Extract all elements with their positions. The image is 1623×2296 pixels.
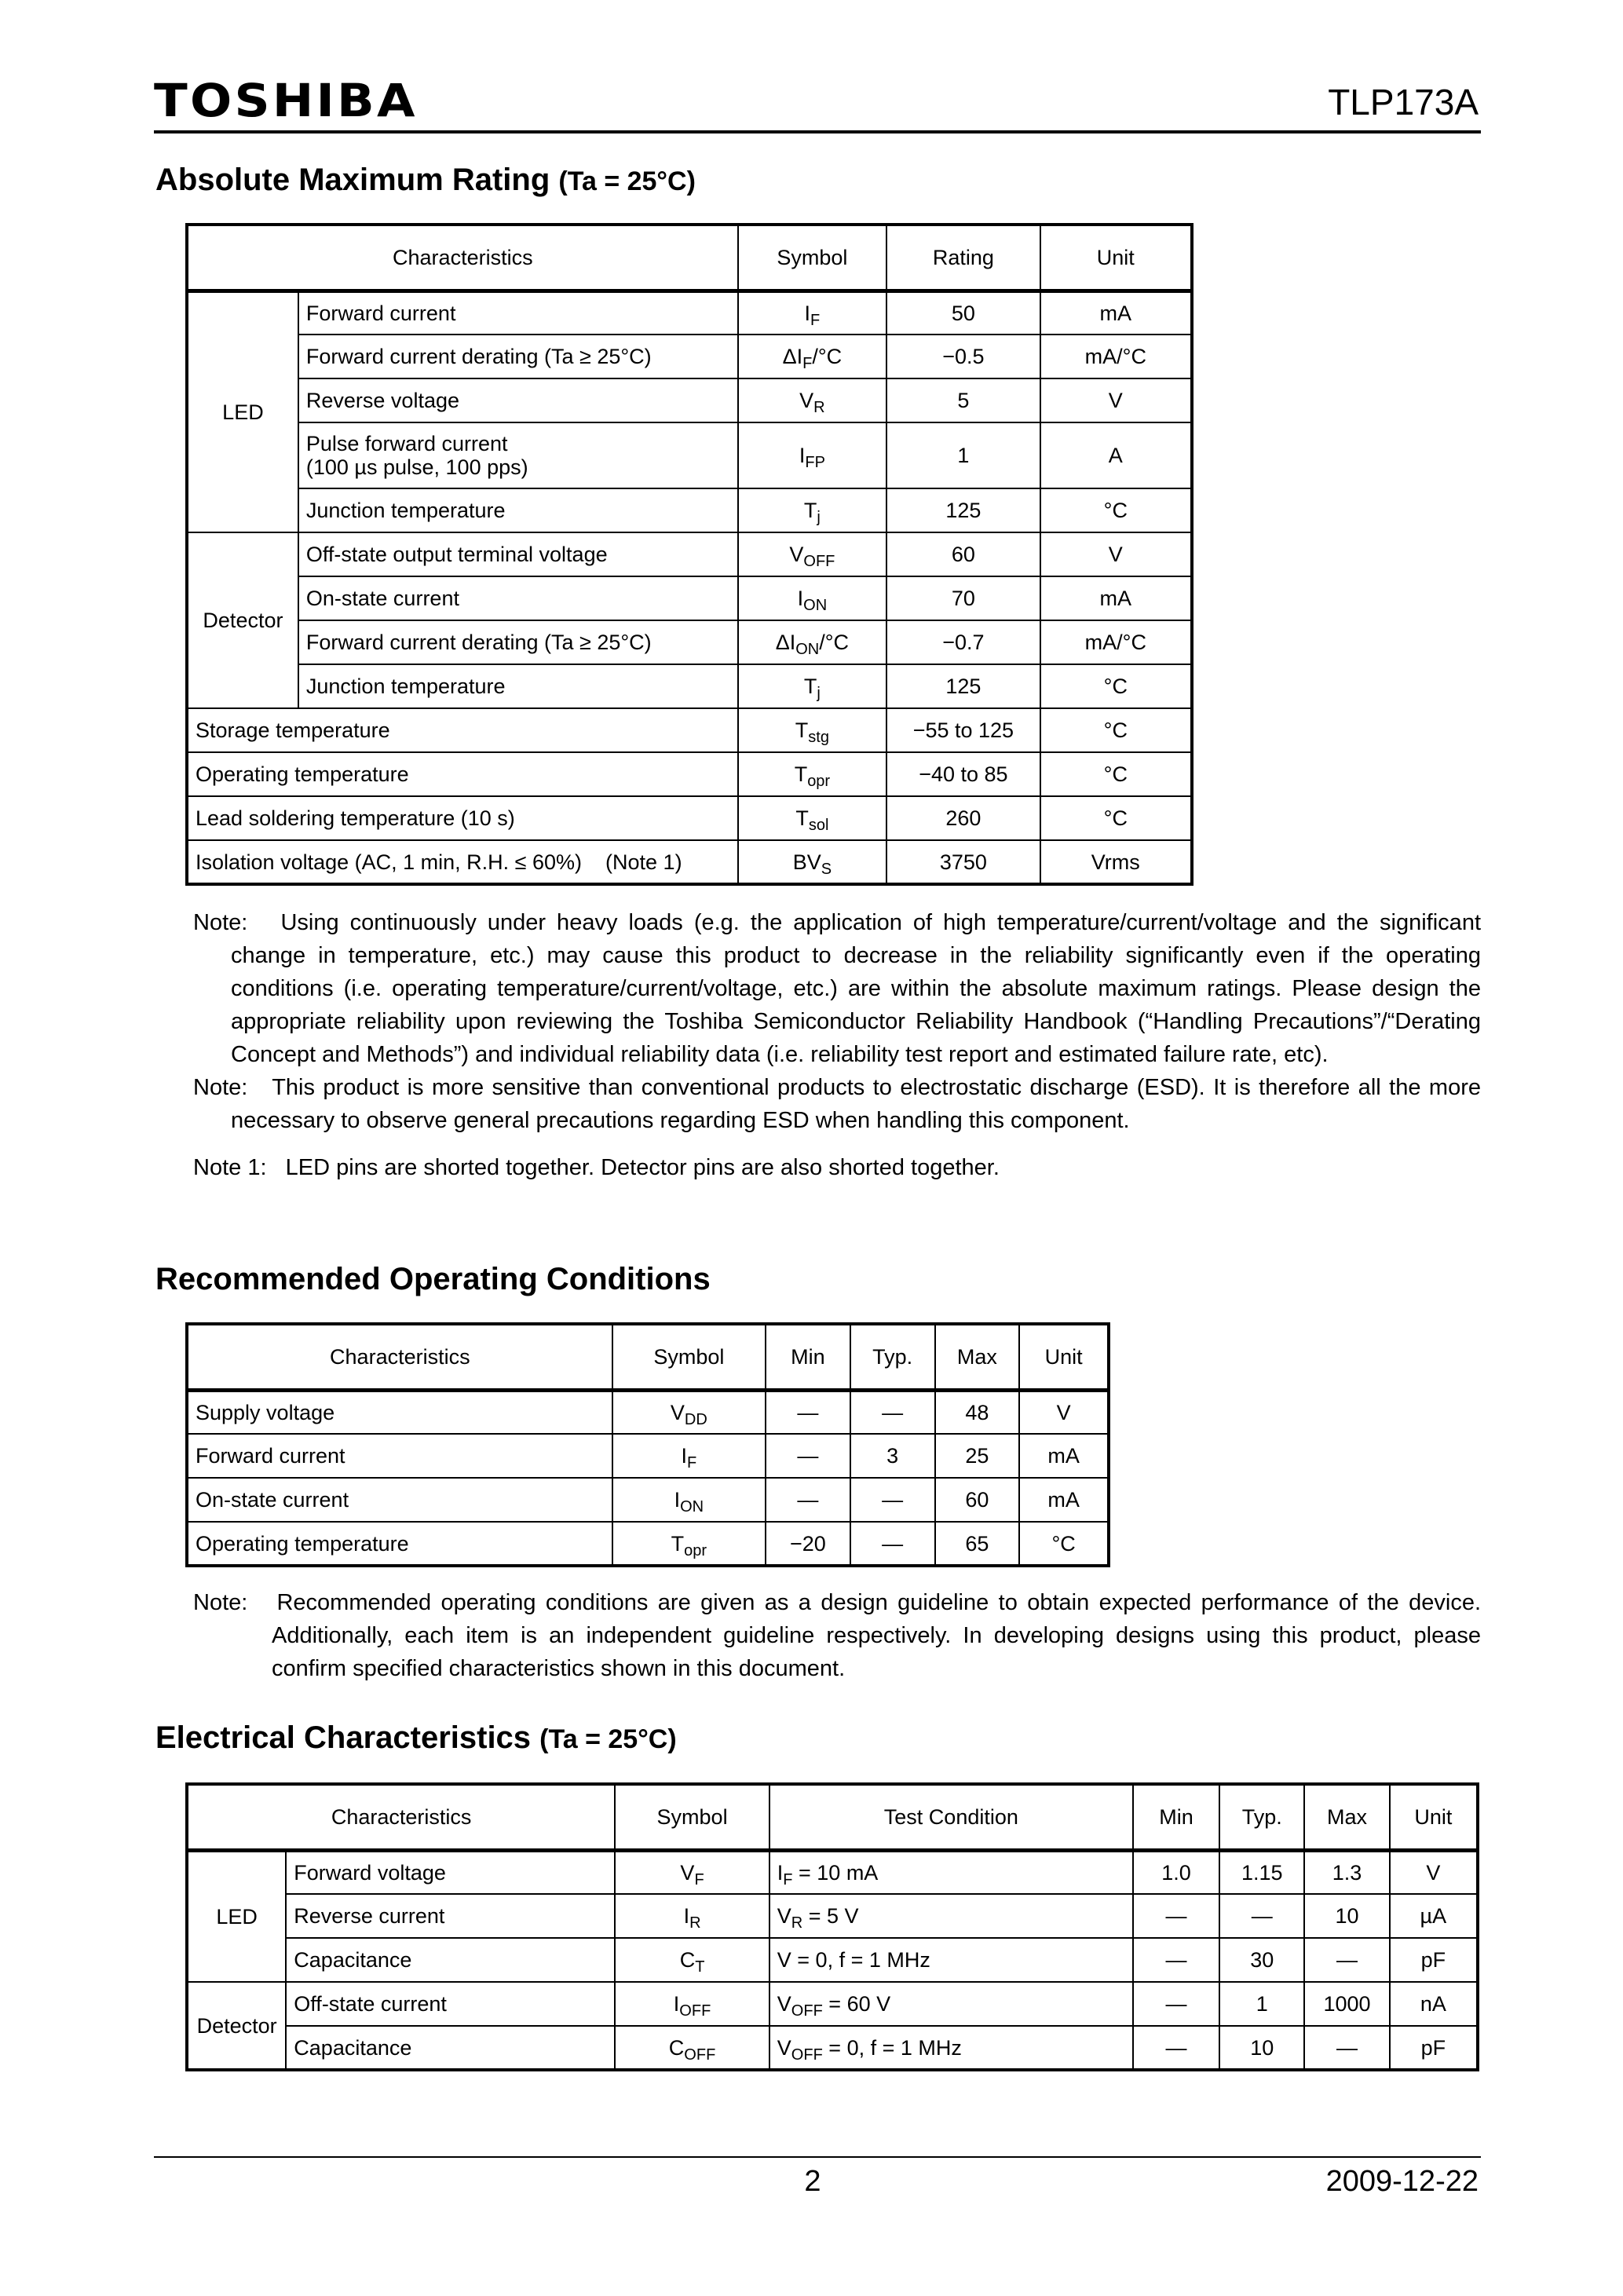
rating: 125 bbox=[886, 664, 1040, 708]
characteristic: Supply voltage bbox=[187, 1390, 612, 1434]
note-text: Using continuously under heavy loads (e.g. the application of high temperature/current/voltage and the significant change in temperature, etc.) may cause this product to decrease in the reliability significantly even if the operating conditions (i.e. operating temperature/current/voltage, etc.) are within the absolute maximum ratings. Please design the appropriate reliability upon reviewing the Toshiba Semiconductor Reliability Handbook (“Handling Precautions”/“Derating Concept and Methods”) and individual reliability data (i.e. reliability test report and estimated failure rate, etc). bbox=[231, 910, 1481, 1067]
symbol bbox=[612, 1434, 766, 1478]
symbol bbox=[615, 1982, 769, 2026]
rating: −0.5 bbox=[886, 335, 1040, 378]
table-row bbox=[187, 752, 1192, 796]
symbol-sub: FP bbox=[805, 454, 825, 471]
symbol bbox=[615, 1938, 769, 1982]
symbol-main: V bbox=[680, 1860, 695, 1885]
symbol-sub: T bbox=[695, 1958, 705, 1976]
amr-notes bbox=[193, 906, 1481, 1184]
table-row bbox=[187, 1522, 1109, 1566]
characteristic: Reverse voltage bbox=[298, 378, 738, 422]
characteristic: Off-state output terminal voltage bbox=[298, 532, 738, 576]
tc-rest: = 60 V bbox=[822, 1992, 891, 2016]
characteristic: Forward current bbox=[187, 1434, 612, 1478]
typ: 1 bbox=[1219, 1982, 1304, 2026]
symbol-main: V bbox=[799, 389, 814, 412]
characteristic: On-state current bbox=[298, 576, 738, 620]
rating: 125 bbox=[886, 488, 1040, 532]
test-condition bbox=[769, 1894, 1133, 1938]
typ: 1.15 bbox=[1219, 1850, 1304, 1894]
table-row bbox=[187, 1390, 1109, 1434]
table-row bbox=[187, 664, 1192, 708]
unit: °C bbox=[1019, 1522, 1109, 1566]
tc-main: V bbox=[777, 1904, 791, 1928]
note-text: This product is more sensitive than conventional products to electrostatic discharge (ESD). It is therefore all the more necessary to observe general precautions regarding ESD when handling this component. bbox=[231, 1075, 1481, 1133]
col-header: Characteristics bbox=[187, 1784, 615, 1850]
col-header: Min bbox=[1133, 1784, 1219, 1850]
max: 65 bbox=[935, 1522, 1020, 1566]
characteristic-text: Isolation voltage (AC, 1 min, R.H. ≤ 60%) bbox=[196, 850, 583, 874]
typ: — bbox=[850, 1478, 935, 1522]
symbol-sub: R bbox=[813, 399, 825, 416]
col-header: Unit bbox=[1390, 1784, 1478, 1850]
table-header-row bbox=[187, 225, 1192, 291]
characteristic: Lead soldering temperature (10 s) bbox=[187, 796, 738, 840]
min: −20 bbox=[766, 1522, 850, 1566]
col-header: Typ. bbox=[1219, 1784, 1304, 1850]
rating: 50 bbox=[886, 291, 1040, 335]
symbol bbox=[738, 422, 887, 488]
characteristic: Forward voltage bbox=[286, 1850, 615, 1894]
unit: °C bbox=[1040, 664, 1192, 708]
page-number: 2 bbox=[804, 2165, 821, 2198]
table-row bbox=[187, 335, 1192, 378]
amr-table bbox=[185, 223, 1193, 886]
col-header: Symbol bbox=[612, 1324, 766, 1390]
test-condition bbox=[769, 1982, 1133, 2026]
max: — bbox=[1304, 1938, 1389, 1982]
symbol-sub: DD bbox=[684, 1410, 707, 1428]
col-header: Unit bbox=[1019, 1324, 1109, 1390]
table-row bbox=[187, 796, 1192, 840]
symbol-main: V bbox=[670, 1400, 685, 1424]
symbol-main: C bbox=[668, 2035, 685, 2060]
rating: −55 to 125 bbox=[886, 708, 1040, 752]
header-rule bbox=[154, 130, 1481, 133]
unit: °C bbox=[1040, 708, 1192, 752]
col-header: Characteristics bbox=[187, 225, 738, 291]
note-ref: (Note 1) bbox=[605, 850, 682, 874]
symbol-sub: OFF bbox=[684, 2046, 716, 2064]
table-row bbox=[187, 576, 1192, 620]
tc-sub: OFF bbox=[791, 2002, 823, 2020]
amr-title-text: Absolute Maximum Rating bbox=[155, 163, 550, 197]
symbol-main: I bbox=[804, 301, 811, 325]
table-row bbox=[187, 1850, 1478, 1894]
characteristic: Off-state current bbox=[286, 1982, 615, 2026]
unit: mA bbox=[1019, 1478, 1109, 1522]
symbol-sub: R bbox=[689, 1914, 701, 1932]
col-header: Symbol bbox=[738, 225, 887, 291]
symbol bbox=[615, 1894, 769, 1938]
symbol bbox=[738, 576, 887, 620]
amr-condition: (Ta = 25°C) bbox=[558, 166, 696, 196]
brand-logo: TOSHIBA bbox=[154, 74, 418, 127]
col-header: Rating bbox=[886, 225, 1040, 291]
symbol-main: I bbox=[674, 1488, 681, 1512]
group-label-led: LED bbox=[187, 1850, 286, 1982]
table-row bbox=[187, 840, 1192, 884]
col-header: Max bbox=[935, 1324, 1020, 1390]
symbol-sub: j bbox=[817, 509, 821, 526]
ec-title bbox=[155, 1720, 677, 1757]
symbol-sub: ON bbox=[795, 641, 820, 658]
min: — bbox=[766, 1478, 850, 1522]
characteristic: Operating temperature bbox=[187, 752, 738, 796]
symbol-main: I bbox=[799, 444, 806, 467]
symbol-sub: j bbox=[817, 685, 821, 702]
unit: °C bbox=[1040, 752, 1192, 796]
tc-sub: R bbox=[791, 1914, 803, 1932]
symbol-main: T bbox=[795, 718, 809, 742]
unit: mA bbox=[1040, 291, 1192, 335]
table-row bbox=[187, 1478, 1109, 1522]
table-row bbox=[187, 291, 1192, 335]
max: 10 bbox=[1304, 1894, 1389, 1938]
symbol-main: T bbox=[803, 675, 817, 698]
min: — bbox=[1133, 1894, 1219, 1938]
test-condition bbox=[769, 1938, 1133, 1982]
col-header: Min bbox=[766, 1324, 850, 1390]
symbol bbox=[738, 488, 887, 532]
tc-rest: = 5 V bbox=[802, 1904, 859, 1928]
characteristic: Junction temperature bbox=[298, 664, 738, 708]
tc-sub: OFF bbox=[791, 2046, 823, 2064]
symbol-sub: OFF bbox=[803, 553, 835, 570]
ec-condition: (Ta = 25°C) bbox=[539, 1724, 677, 1754]
col-header: Unit bbox=[1040, 225, 1192, 291]
table-row bbox=[187, 532, 1192, 576]
characteristic: Capacitance bbox=[286, 2026, 615, 2070]
unit: V bbox=[1019, 1390, 1109, 1434]
unit: Vrms bbox=[1040, 840, 1192, 884]
characteristic: Storage temperature bbox=[187, 708, 738, 752]
note-label: Note: bbox=[193, 1590, 248, 1615]
document-date: 2009-12-22 bbox=[1325, 2165, 1479, 2198]
ec-table bbox=[185, 1782, 1479, 2071]
symbol bbox=[738, 335, 887, 378]
unit: mA/°C bbox=[1040, 335, 1192, 378]
unit: nA bbox=[1390, 1982, 1478, 2026]
roc-table bbox=[185, 1322, 1110, 1567]
characteristic-line: Pulse forward current bbox=[305, 432, 508, 455]
rating: 60 bbox=[886, 532, 1040, 576]
min: — bbox=[766, 1390, 850, 1434]
max: — bbox=[1304, 2026, 1389, 2070]
part-number: TLP173A bbox=[1328, 82, 1479, 122]
symbol-sub: F bbox=[687, 1454, 697, 1472]
symbol-main: ΔI bbox=[775, 631, 796, 654]
footer-rule bbox=[154, 2156, 1481, 2158]
table-row bbox=[187, 422, 1192, 488]
table-row bbox=[187, 1894, 1478, 1938]
symbol-sub: F bbox=[694, 1870, 704, 1888]
unit: µA bbox=[1390, 1894, 1478, 1938]
unit: °C bbox=[1040, 796, 1192, 840]
table-row bbox=[187, 1434, 1109, 1478]
note-paragraph bbox=[193, 906, 1481, 1071]
note-paragraph bbox=[193, 1151, 1481, 1184]
symbol bbox=[738, 708, 887, 752]
max: 1000 bbox=[1304, 1982, 1389, 2026]
rating: −40 to 85 bbox=[886, 752, 1040, 796]
unit: °C bbox=[1040, 488, 1192, 532]
symbol bbox=[615, 1850, 769, 1894]
unit: pF bbox=[1390, 1938, 1478, 1982]
symbol-main: T bbox=[803, 499, 817, 522]
unit: mA bbox=[1040, 576, 1192, 620]
typ: 3 bbox=[850, 1434, 935, 1478]
symbol-main: I bbox=[797, 587, 804, 610]
unit: V bbox=[1040, 532, 1192, 576]
characteristic: Junction temperature bbox=[298, 488, 738, 532]
symbol-suffix: /°C bbox=[819, 631, 850, 654]
symbol bbox=[738, 752, 887, 796]
max: 60 bbox=[935, 1478, 1020, 1522]
table-row bbox=[187, 488, 1192, 532]
rating: 70 bbox=[886, 576, 1040, 620]
symbol bbox=[738, 532, 887, 576]
symbol bbox=[738, 378, 887, 422]
symbol-main: C bbox=[679, 1948, 696, 1972]
unit: mA bbox=[1019, 1434, 1109, 1478]
symbol-main: T bbox=[671, 1531, 685, 1556]
note-text: Recommended operating conditions are given as a design guideline to obtain expected performance of the device. Additionally, each item is an independent guideline respectively. In developing designs using this product, please confirm specified characteristics shown in this document. bbox=[272, 1590, 1482, 1681]
unit: pF bbox=[1390, 2026, 1478, 2070]
symbol-sub: opr bbox=[807, 773, 831, 790]
note-label: Note: bbox=[193, 1075, 248, 1100]
tc-main: V = 0, f = 1 MHz bbox=[777, 1948, 930, 1972]
table-row bbox=[187, 1938, 1478, 1982]
note-paragraph bbox=[193, 1586, 1481, 1685]
symbol-main: V bbox=[789, 543, 804, 566]
min: — bbox=[1133, 2026, 1219, 2070]
symbol bbox=[738, 291, 887, 335]
min: — bbox=[766, 1434, 850, 1478]
roc-note bbox=[193, 1586, 1481, 1685]
symbol bbox=[738, 620, 887, 664]
symbol-sub: OFF bbox=[679, 2002, 711, 2020]
min: 1.0 bbox=[1133, 1850, 1219, 1894]
rating: −0.7 bbox=[886, 620, 1040, 664]
note-text: LED pins are shorted together. Detector pins are also shorted together. bbox=[285, 1155, 1000, 1180]
rating: 260 bbox=[886, 796, 1040, 840]
symbol-main: I bbox=[683, 1904, 690, 1928]
tc-main: V bbox=[777, 2035, 791, 2060]
col-header: Typ. bbox=[850, 1324, 935, 1390]
symbol bbox=[738, 664, 887, 708]
tc-main: I bbox=[777, 1860, 784, 1885]
characteristic: Forward current bbox=[298, 291, 738, 335]
typ: 10 bbox=[1219, 2026, 1304, 2070]
table-header-row bbox=[187, 1784, 1478, 1850]
rating: 3750 bbox=[886, 840, 1040, 884]
table-header-row bbox=[187, 1324, 1109, 1390]
symbol bbox=[612, 1478, 766, 1522]
characteristic-line-2: (100 µs pulse, 100 pps) bbox=[305, 455, 528, 479]
symbol-sub: sol bbox=[808, 817, 829, 834]
table-row bbox=[187, 1982, 1478, 2026]
symbol-main: I bbox=[681, 1444, 687, 1468]
symbol-main: T bbox=[794, 762, 808, 786]
symbol-main: T bbox=[795, 806, 809, 830]
tc-main: V bbox=[777, 1992, 791, 2016]
min: — bbox=[1133, 1938, 1219, 1982]
note-paragraph bbox=[193, 1071, 1481, 1137]
typ: — bbox=[1219, 1894, 1304, 1938]
note-label: Note 1: bbox=[193, 1155, 267, 1180]
ec-title-text: Electrical Characteristics bbox=[155, 1720, 532, 1755]
characteristic bbox=[187, 840, 738, 884]
max: 48 bbox=[935, 1390, 1020, 1434]
symbol-sub: opr bbox=[684, 1541, 707, 1559]
table-row bbox=[187, 708, 1192, 752]
characteristic: Capacitance bbox=[286, 1938, 615, 1982]
symbol-sub: stg bbox=[808, 729, 829, 746]
symbol-sub: F bbox=[810, 311, 821, 329]
symbol-main: ΔI bbox=[782, 345, 803, 368]
symbol-main: BV bbox=[792, 850, 821, 874]
characteristic: Operating temperature bbox=[187, 1522, 612, 1566]
symbol bbox=[615, 2026, 769, 2070]
roc-title: Recommended Operating Conditions bbox=[155, 1262, 711, 1296]
col-header: Test Condition bbox=[769, 1784, 1133, 1850]
rating: 5 bbox=[886, 378, 1040, 422]
symbol-main: I bbox=[673, 1992, 680, 2016]
symbol bbox=[738, 840, 887, 884]
max: 25 bbox=[935, 1434, 1020, 1478]
symbol bbox=[738, 796, 887, 840]
symbol bbox=[612, 1522, 766, 1566]
symbol-sub: ON bbox=[680, 1498, 704, 1515]
characteristic bbox=[298, 422, 738, 488]
test-condition bbox=[769, 1850, 1133, 1894]
table-row bbox=[187, 2026, 1478, 2070]
typ: — bbox=[850, 1390, 935, 1434]
group-label-led: LED bbox=[187, 291, 298, 532]
tc-sub: F bbox=[783, 1870, 793, 1888]
unit: A bbox=[1040, 422, 1192, 488]
characteristic: On-state current bbox=[187, 1478, 612, 1522]
col-header: Max bbox=[1304, 1784, 1389, 1850]
tc-rest: = 10 mA bbox=[792, 1860, 879, 1885]
max: 1.3 bbox=[1304, 1850, 1389, 1894]
symbol bbox=[612, 1390, 766, 1434]
characteristic: Reverse current bbox=[286, 1894, 615, 1938]
typ: 30 bbox=[1219, 1938, 1304, 1982]
rating: 1 bbox=[886, 422, 1040, 488]
note-label: Note: bbox=[193, 910, 248, 935]
unit: V bbox=[1040, 378, 1192, 422]
symbol-suffix: /°C bbox=[812, 345, 843, 368]
unit: V bbox=[1390, 1850, 1478, 1894]
characteristic: Forward current derating (Ta ≥ 25°C) bbox=[298, 620, 738, 664]
test-condition bbox=[769, 2026, 1133, 2070]
table-row bbox=[187, 378, 1192, 422]
col-header: Symbol bbox=[615, 1784, 769, 1850]
group-label-detector: Detector bbox=[187, 532, 298, 708]
unit: mA/°C bbox=[1040, 620, 1192, 664]
group-label-detector: Detector bbox=[187, 1982, 286, 2070]
characteristic: Forward current derating (Ta ≥ 25°C) bbox=[298, 335, 738, 378]
col-header: Characteristics bbox=[187, 1324, 612, 1390]
table-row bbox=[187, 620, 1192, 664]
symbol-sub: S bbox=[821, 860, 832, 878]
min: — bbox=[1133, 1982, 1219, 2026]
symbol-sub: ON bbox=[803, 597, 828, 614]
tc-rest: = 0, f = 1 MHz bbox=[822, 2035, 962, 2060]
symbol-sub: F bbox=[802, 355, 813, 372]
typ: — bbox=[850, 1522, 935, 1566]
amr-title bbox=[155, 162, 696, 199]
